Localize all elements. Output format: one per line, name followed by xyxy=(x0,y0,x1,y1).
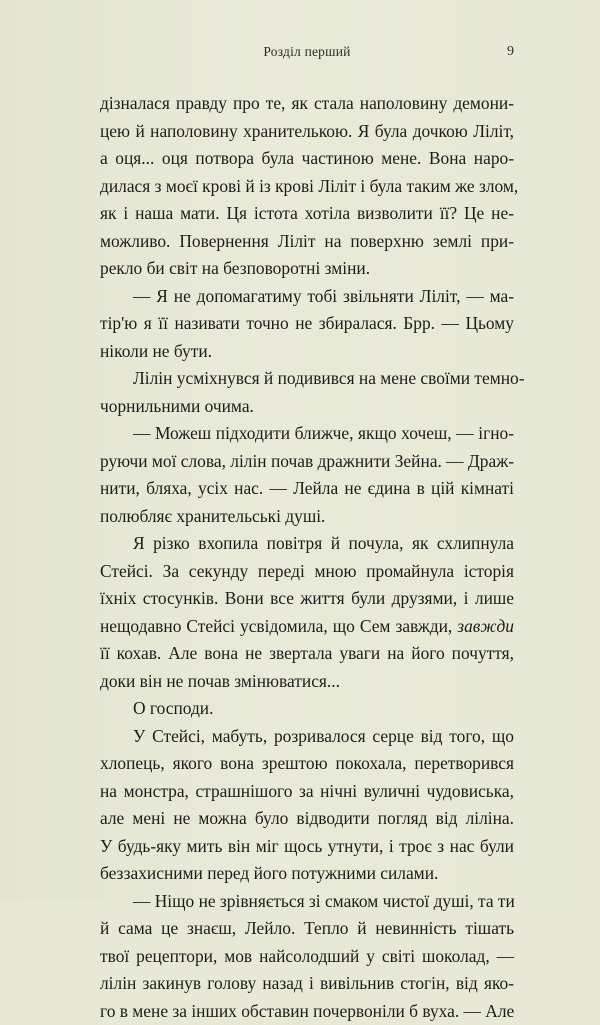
body-text xyxy=(100,90,514,1025)
text-line: полюбляє хранительські душі. xyxy=(100,503,514,531)
text-line: рекло би світ на безповоротні зміни. xyxy=(100,255,514,283)
text-line: лілін закинув голову назад і вивільнив стогін, від яко- xyxy=(100,970,514,998)
text-line: Стейсі. За секунду переді мною промайнула історія xyxy=(100,558,514,586)
text-line: а оця... оця потвора була частиною мене. Вона наро- xyxy=(100,145,514,173)
text-line: хлопець, якого вона зрештою покохала, перетворився xyxy=(100,750,514,778)
text-line: нити, бляха, усіх нас. — Лейла не єдина в цій кімнаті xyxy=(100,475,514,503)
text-line: доки він не почав змінюватися... xyxy=(100,668,514,696)
running-title: Розділ перший xyxy=(100,44,514,60)
text-line: — Можеш підходити ближче, якщо хочеш, — ігно- xyxy=(100,420,514,448)
text-line: — Ніщо не зрівняється зі смаком чистої душі, та ти xyxy=(100,888,514,916)
text-fragment: нещодавно Стейсі усвідомила, що Сем завжди, xyxy=(100,616,457,636)
text-line: Лілін усміхнувся й подивився на мене своїми темно- xyxy=(100,365,514,393)
text-line: беззахисними перед його потужними силами. xyxy=(100,860,514,888)
text-line: дізналася правду про те, як стала наполовину демони- xyxy=(100,90,514,118)
text-line: чорнильними очима. xyxy=(100,393,514,421)
page-header xyxy=(100,44,514,64)
text-line: можливо. Повернення Ліліт на поверхню землі при- xyxy=(100,228,514,256)
text-line: на монстра, страшнішого за нічні вуличні чудовиська, xyxy=(100,778,514,806)
text-line: як і наша мати. Ця істота хотіла визволити її? Це не- xyxy=(100,200,514,228)
text-line: їхніх стосунків. Вони все життя були друзями, і лише xyxy=(100,585,514,613)
text-line: її кохав. Але вона не звертала уваги на його почуття, xyxy=(100,640,514,668)
text-line: ніколи не бути. xyxy=(100,338,514,366)
text-line: О господи. xyxy=(100,695,514,723)
text-line: цею й наполовину хранителькою. Я була дочкою Ліліт, xyxy=(100,118,514,146)
italic-emphasis: завжди xyxy=(457,616,514,636)
text-line: — Я не допомагатиму тобі звільняти Ліліт, — ма- xyxy=(100,283,514,311)
text-line: й сама це знаєш, Лейло. Тепло й невинність тішать xyxy=(100,915,514,943)
text-line: але мені не можна було відводити погляд від ліліна. xyxy=(100,805,514,833)
text-line: У будь-яку мить він міг щось утнути, і троє з нас були xyxy=(100,833,514,861)
text-line: тір'ю я її називати точно не збиралася. Брр. — Цьому xyxy=(100,310,514,338)
text-line: руючи мої слова, лілін почав дражнити Зейна. — Драж- xyxy=(100,448,514,476)
page-number: 9 xyxy=(507,44,514,60)
text-line xyxy=(100,613,514,641)
text-line: твої рецептори, мов найсолодший у світі шоколад, — xyxy=(100,943,514,971)
text-line: У Стейсі, мабуть, розривалося серце від того, що xyxy=(100,723,514,751)
text-line: Я різко вхопила повітря й почула, як схлипнула xyxy=(100,530,514,558)
text-line: дилася з моєї крові й із крові Ліліт і була таким же злом, xyxy=(100,173,514,201)
text-line: го в мене за інших обставин почервоніли б вуха. — Але xyxy=(100,998,514,1025)
